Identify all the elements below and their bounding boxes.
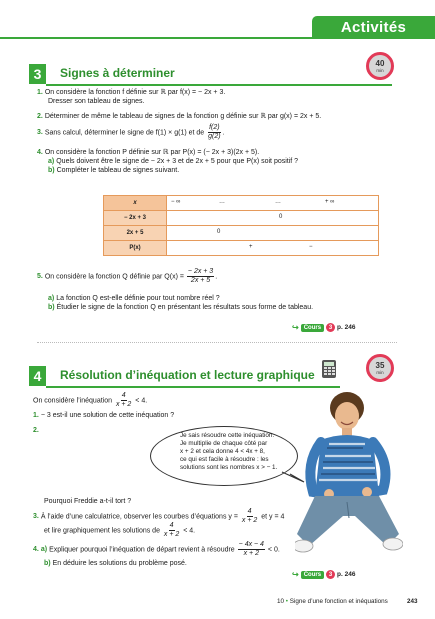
activites-tab — [312, 16, 435, 38]
student-photo — [295, 384, 403, 562]
question-5: 5. On considère la fonction Q définie par Q(x) = $\frac{- 2x + 3}{2x + 5}$ . — [37, 268, 218, 284]
course-reference[interactable]: ↪ Cours 3 p. 246 — [292, 570, 356, 579]
table-cell: − ∞ — [171, 199, 181, 205]
fraction: $\frac{4}{x + 2}$ — [241, 508, 258, 524]
table-cell: … — [275, 199, 281, 205]
divider — [37, 342, 397, 343]
fraction: $\frac{f(2)}{g(2)}$ — [208, 124, 221, 140]
header-rule — [0, 37, 435, 39]
fraction: $\frac{- 4x - 4}{x + 2}$ — [238, 541, 264, 557]
table-head: 2x + 5 — [104, 226, 167, 241]
question-1: 1. On considère la fonction f définie sur ℝ par f(x) = − 2x + 3. Dresser son tableau de signes. — [37, 89, 226, 105]
table-row — [104, 241, 379, 256]
fraction: $\frac{4}{x + 2}$ — [163, 522, 180, 538]
question-1: 1. − 3 est-il une solution de cette inéquation ? — [33, 412, 175, 419]
page-number: 243 — [407, 598, 418, 605]
table-cell: … — [219, 199, 225, 205]
header-title: Activités — [340, 18, 407, 36]
table-cell: 0 — [279, 214, 283, 220]
table-cell: − — [309, 244, 313, 250]
section-rule — [46, 84, 392, 86]
question-3-line2: et lire graphiquement les solutions de $\frac{4}{x + 2}$ < 4. — [44, 522, 196, 538]
question-why: Pourquoi Freddie a-t-il tort ? — [44, 498, 132, 505]
arrow-icon: ↪ — [292, 323, 299, 332]
table-cell: + ∞ — [325, 199, 335, 205]
course-reference[interactable]: ↪ Cours 3 p. 246 — [292, 323, 356, 332]
section-title: Signes à déterminer — [60, 66, 175, 80]
sign-table — [103, 195, 379, 256]
question-4-b: b) En déduire les solutions du problème posé. — [44, 560, 187, 567]
timer-badge: 35 min — [366, 354, 394, 382]
footer-chapter: 10 • Signe d’une fonction et inéquations — [277, 598, 388, 605]
table-head: x — [104, 196, 167, 211]
question-4: 4. On considère la fonction P définie sur ℝ par P(x) = (− 2x + 3)(2x + 5). a) Quels doivent être le signe de − 2x + 3 et de 2x + 5 pour que P(x) soit positif ? b) Compléter le tableau de signes suivant. — [37, 149, 299, 174]
table-head: − 2x + 3 — [104, 211, 167, 226]
question-5-parts: a) La fonction Q est-elle définie pour tout nombre réel ? b) Étudier le signe de la fonction Q en présentant les résultats sous forme de tableau. — [48, 295, 314, 311]
question-3: 3. Sans calcul, déterminer le signe de f(1) × g(1) et de $\frac{f(2)}{g(2)}$ . — [37, 124, 225, 140]
table-cell: 0 — [217, 229, 221, 235]
table-row — [104, 226, 379, 241]
table-cell: + — [249, 244, 253, 250]
arrow-icon: ↪ — [292, 570, 299, 579]
bubble-text: Je sais résoudre cette inéquation. Je multiplie de chaque côté par x + 2 et cela donne 4 < 4x + 8, ce qui est facile à résoudre : les solutions sont les nombres x > − 1. — [180, 432, 278, 471]
question-2: 2. Déterminer de même le tableau de signes de la fonction g définie sur ℝ par g(x) = 2x + 5. — [37, 113, 322, 120]
question-2: 2. — [33, 427, 39, 434]
table-row — [104, 196, 379, 211]
question-4: 4. a) Expliquer pourquoi l’inéquation de départ revient à résoudre $\frac{- 4x - 4}{x + 2}$ < 0. — [33, 541, 280, 557]
table-row — [104, 211, 379, 226]
fraction: $\frac{- 2x + 3}{2x + 5}$ — [187, 268, 214, 284]
table-head: P(x) — [104, 241, 167, 256]
calculator-icon — [322, 360, 336, 378]
section-number: 3 — [29, 64, 46, 84]
question-3: 3. À l’aide d’une calculatrice, observer les courbes d’équations y = $\frac{4}{x + 2}$ et y = 4 — [33, 508, 285, 524]
section-number: 4 — [29, 366, 46, 386]
intro: On considère l’inéquation $\frac{4}{x + 2}$ < 4. — [33, 392, 148, 408]
section-title: Résolution d’inéquation et lecture graphique — [60, 368, 315, 382]
timer-badge: 40 min — [366, 52, 394, 80]
fraction: $\frac{4}{x + 2}$ — [115, 392, 132, 408]
